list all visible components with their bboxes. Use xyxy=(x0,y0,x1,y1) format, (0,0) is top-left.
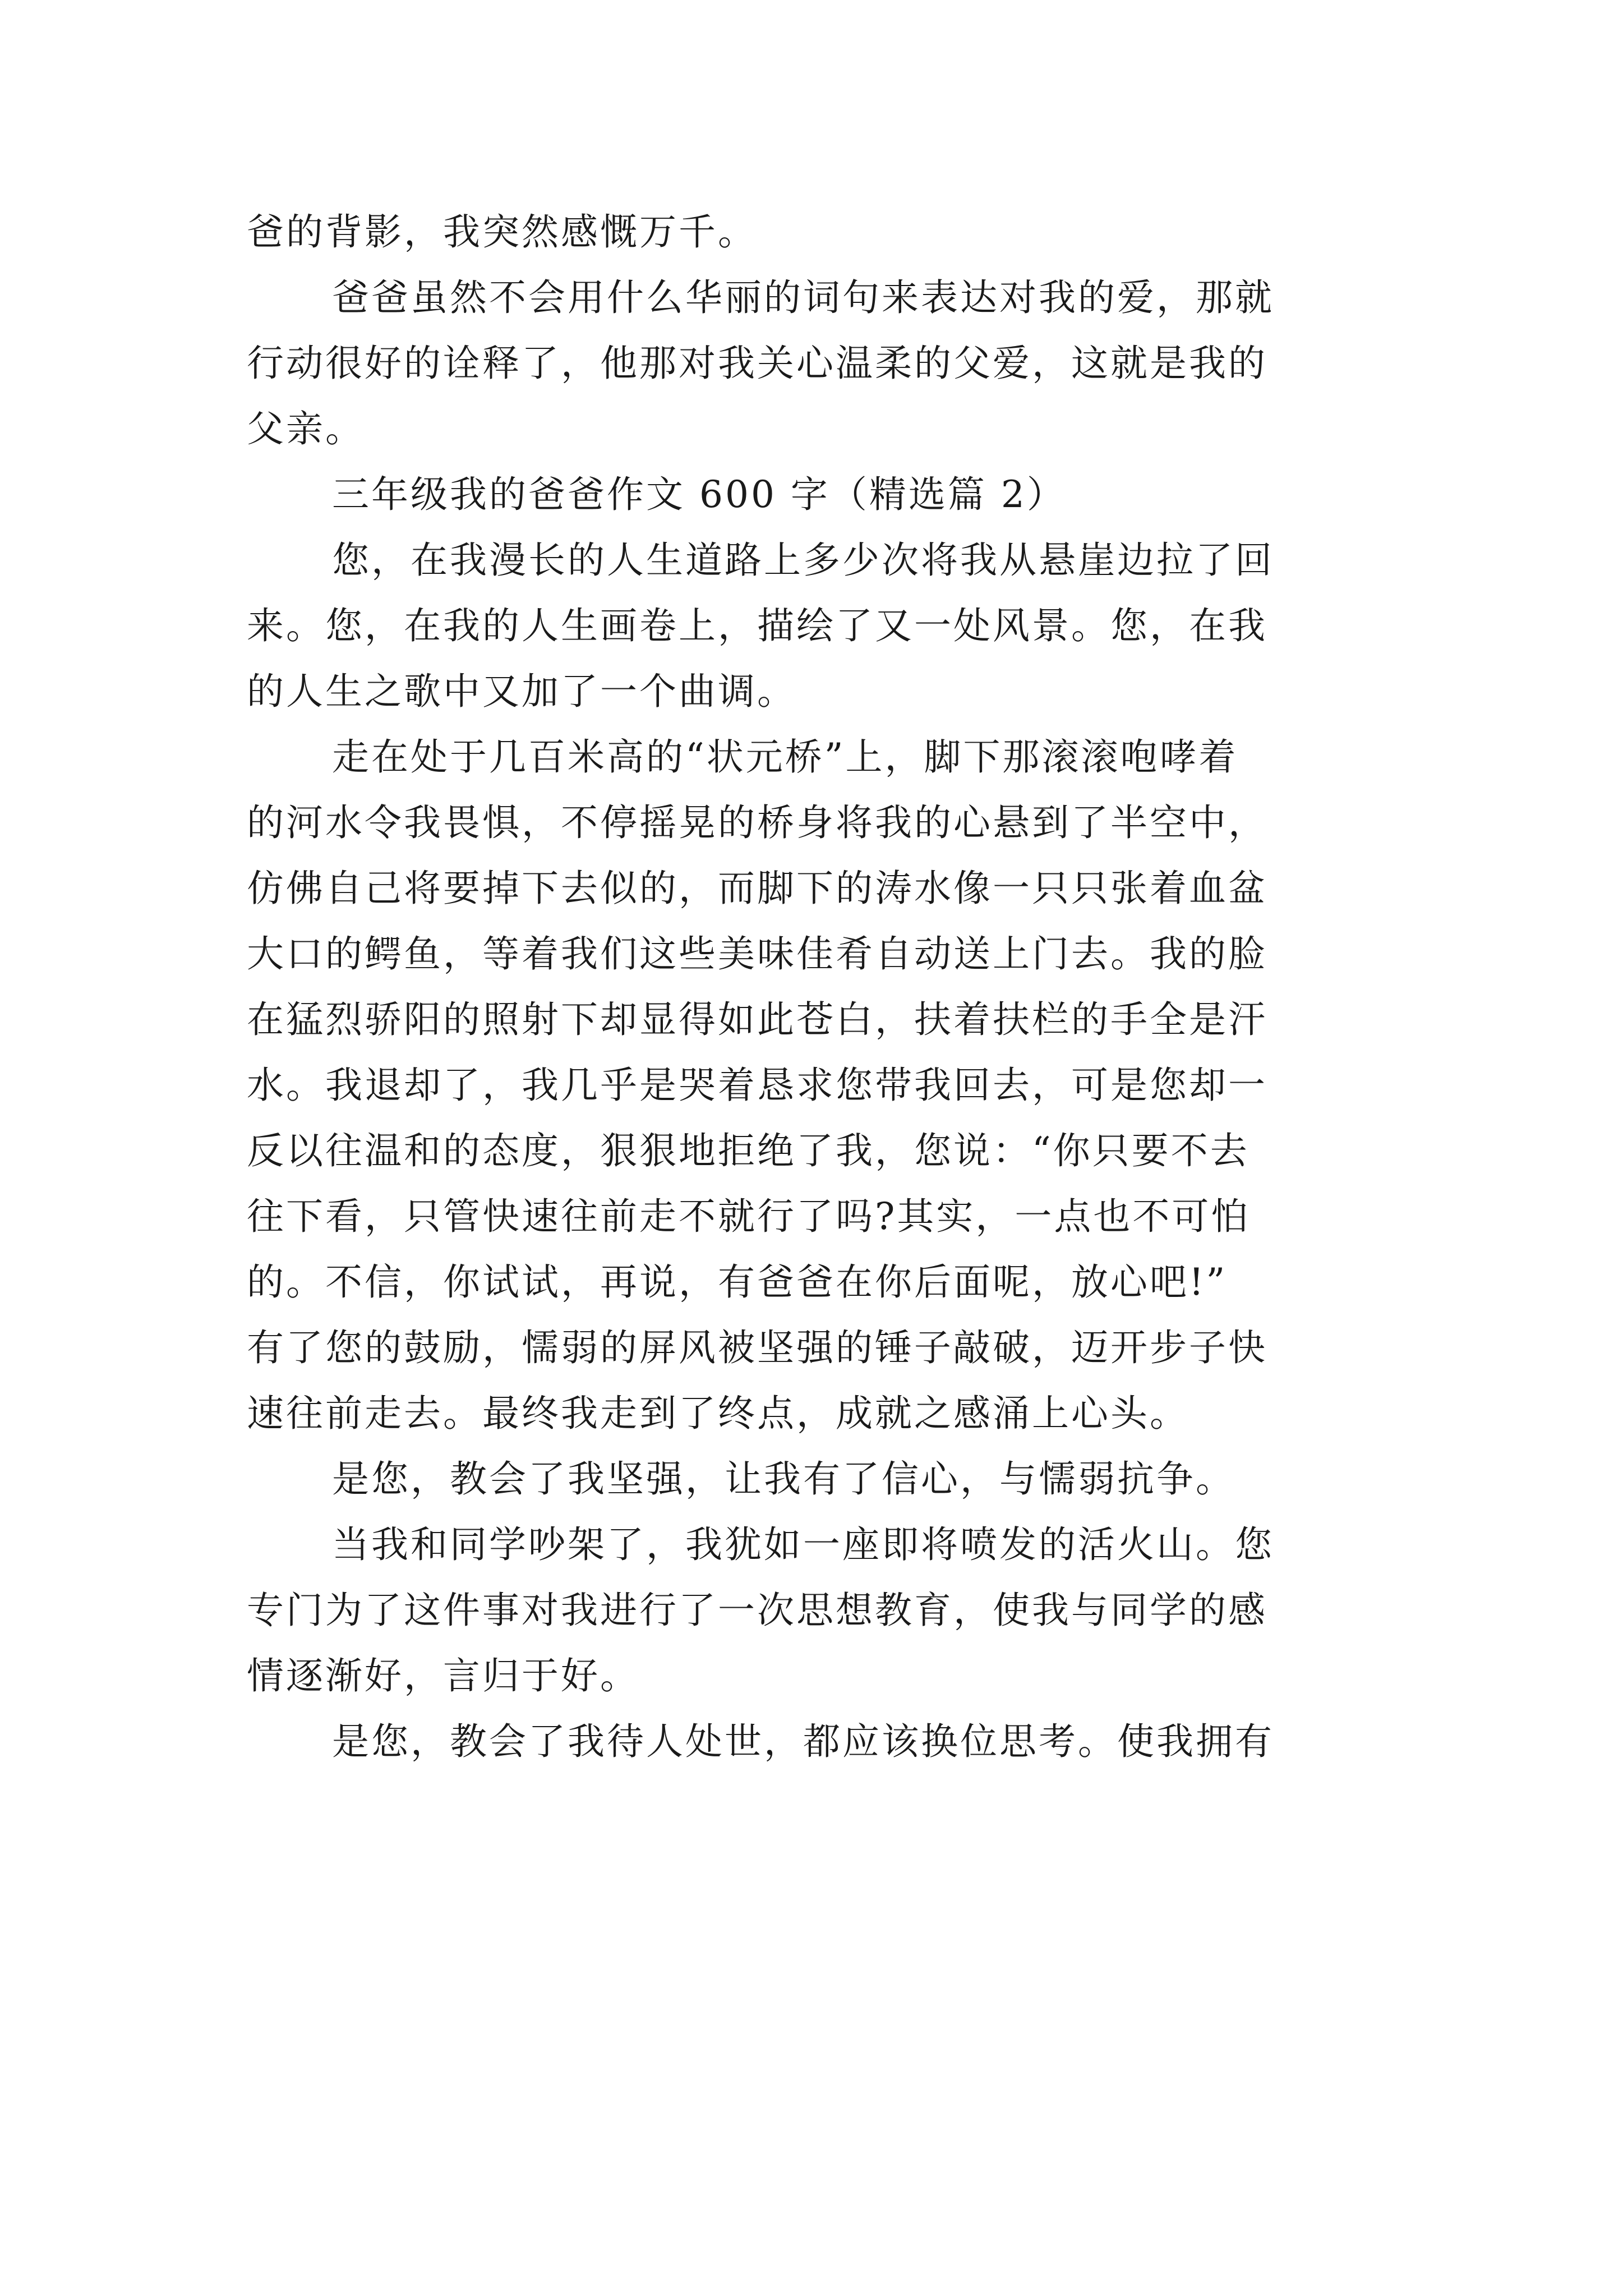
text-line: 爸爸虽然不会用什么华丽的词句来表达对我的爱，那就 xyxy=(332,276,1274,319)
text-line: 水。我退却了，我几乎是哭着恳求您带我回去，可是您却一 xyxy=(247,1064,1267,1107)
text-line: 当我和同学吵架了，我犹如一座即将喷发的活火山。您 xyxy=(332,1523,1274,1566)
text-line: 速往前走去。最终我走到了终点，成就之感涌上心头。 xyxy=(247,1392,1189,1435)
text-line: 来。您，在我的人生画卷上，描绘了又一处风景。您，在我 xyxy=(247,604,1267,647)
text-line: 往下看，只管快速往前走不就行了吗?其实，一点也不可怕 xyxy=(247,1195,1251,1238)
text-line: 的河水令我畏惧，不停摇晃的桥身将我的心悬到了半空中， xyxy=(247,801,1267,844)
text-line: 的人生之歌中又加了一个曲调。 xyxy=(247,670,796,713)
section-heading: 三年级我的爸爸作文 600 字（精选篇 2） xyxy=(332,473,1066,516)
text-line: 有了您的鼓励，懦弱的屏风被坚强的锤子敲破，迈开步子快 xyxy=(247,1326,1267,1369)
text-line: 仿佛自己将要掉下去似的，而脚下的涛水像一只只张着血盆 xyxy=(247,867,1267,910)
text-line: 父亲。 xyxy=(247,407,365,450)
text-line: 是您，教会了我待人处世，都应该换位思考。使我拥有 xyxy=(332,1720,1274,1763)
text-line: 爸的背影，我突然感慨万千。 xyxy=(247,210,757,254)
text-line: 行动很好的诠释了，他那对我关心温柔的父爱，这就是我的 xyxy=(247,342,1267,385)
document-body xyxy=(247,199,1396,1774)
text-line: 走在处于几百米高的“状元桥”上，脚下那滚滚咆哮着 xyxy=(332,735,1238,779)
text-line: 在猛烈骄阳的照射下却显得如此苍白，扶着扶栏的手全是汗 xyxy=(247,998,1267,1041)
text-line: 您，在我漫长的人生道路上多少次将我从悬崖边拉了回 xyxy=(332,539,1274,582)
text-line: 专门为了这件事对我进行了一次思想教育，使我与同学的感 xyxy=(247,1589,1267,1632)
text-line: 情逐渐好，言归于好。 xyxy=(247,1654,639,1697)
text-line: 是您，教会了我坚强，让我有了信心，与懦弱抗争。 xyxy=(332,1457,1235,1501)
text-line: 的。不信，你试试，再说，有爸爸在你后面呢，放心吧!” xyxy=(247,1260,1228,1304)
text-line: 大口的鳄鱼，等着我们这些美味佳肴自动送上门去。我的脸 xyxy=(247,932,1267,976)
text-line: 反以往温和的态度，狠狠地拒绝了我，您说：“你只要不去 xyxy=(247,1129,1249,1172)
